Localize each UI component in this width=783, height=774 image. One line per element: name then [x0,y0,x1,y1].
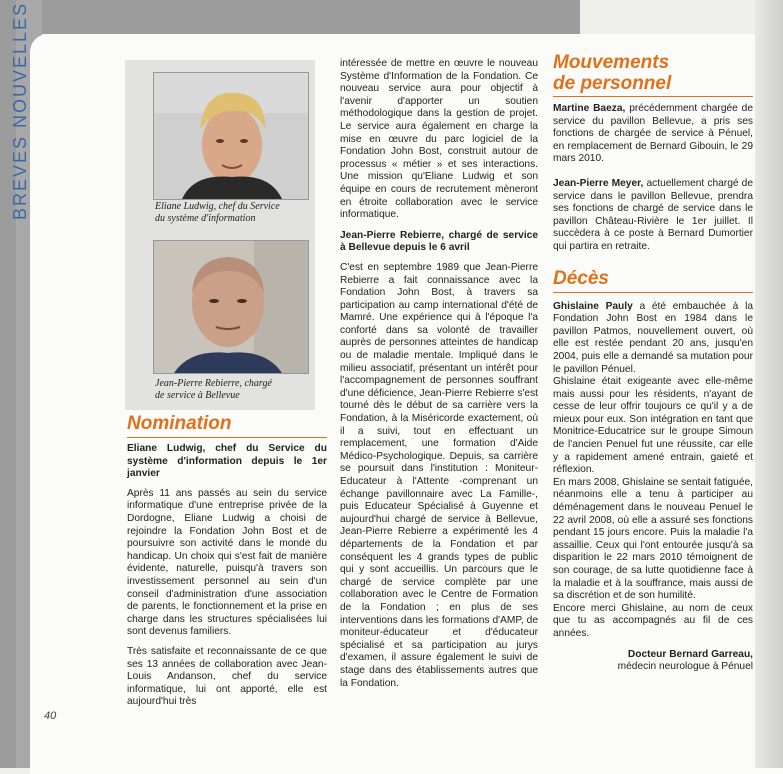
section-title: BREVES NOUVELLES [10,1,30,220]
photo-jean-pierre-rebierre [153,240,309,374]
top-grey-band [0,0,580,34]
nomination-paragraph: Très satisfaite et reconnaissante de ce que ses 13 années de collaboration avec Jean-Louis Andanson, chef du service informatique, lui ont apporté, elle est aujourd'hui très [127,645,327,708]
middle-column [340,58,538,697]
heading-line: Mouvements [553,52,670,73]
page-number: 40 [44,710,57,722]
caption-line: de service à Bellevue [155,390,240,401]
mouvements-heading [553,52,753,94]
deces-paragraph: Ghislaine était exigeante avec elle-même mais aussi pour les résidents, n'ayant de cesse de leur offrir toujours ce qu'il y a de mieux pour eux. Son intégration en tant que Monitrice-Educatrice sur le groupe Simoun de l'ancien Penuel fut une réussite, car elle y a rapidement amené entrain, gaieté et réflexion. [553,376,753,476]
nomination-paragraph: Après 11 ans passés au sein du service informatique d'une entreprise privée de la Dordogne, Eliane Ludwig a choisi de rejoindre la Fondation John Bost et de poursuivre son activité dans le monde du handicap. Un choix qui s'est fait de manière évidente, naturelle, puisqu'à travers son investissement personnel au sein d'un conseil d'administration d'une association de parents, le fonctionnement et la prise en charge dans les structures spécialisées lui sont devenus familiers. [127,487,327,638]
mouvement-paragraph [553,178,753,254]
mouvement-paragraph [553,103,753,166]
caption-line: du système d'information [155,213,256,224]
nomination-heading: Nomination [127,413,232,434]
paragraph-text: précédemment chargée de service du pavillon Bellevue, a pris ses fonctions de chargée de service à Pénuel, en remplacement de Bernard Gibouin, le 29 mars 2010. [553,103,753,165]
article-paragraph: intéressée de mettre en œuvre le nouveau Système d'Information de la Fondation. Ce nouveau service aura pour objectif à l'avenir d'apporter un soutien méthodologique dans la gestion de projet. Le service aura également en charge la mise en œuvre du parc logiciel de la Fondation John Bost, construit autour de processus « métier » et ses interactions. Une mission qu'Eliane Ludwig et son équipe en cours de recrutement mèneront en étroite collaboration avec le service informatique. [340,58,538,221]
person-name: Martine Baeza, [553,103,626,114]
person-name: Ghislaine Pauly [553,300,633,312]
heading-rule [553,96,753,97]
page-fold-shadow [755,0,783,768]
caption-line: Jean-Pierre Rebierre, chargé [155,378,272,389]
heading-rule [127,437,327,438]
paragraph-text: actuellement chargé de service dans le pavillon Bellevue, prendra ses fonctions de chargé de service dans le pavillon Château-Rivière le 1er juillet. Il succèdera à ce poste à Bernard Dumortier qui partira en retraite. [553,177,753,252]
signature [553,649,753,674]
article-paragraph: C'est en septembre 1989 que Jean-Pierre Rebierre a fait connaissance avec la Fondation John Bost, à travers sa participation au camp international d'été de Mamré. Une expérience qui à l'époque l'a conforté dans sa volonté de travailler auprès de personnes atteintes de handicap ou de maladie mentale. Impliqué dans le milieu associatif, présentant un intérêt pour l'accompagnement de personnes souffrant d'une déficience, Jean-Pierre Rebierre s'est tourné dès le début de sa carrière vers la Fondation, à la Miséricorde exactement, où il a suivi, tout en effectuant un remplacement, une formation d'Aide Médico-Psychologique. Depuis, sa carrière se poursuit dans l'institution : Moniteur-Educateur à l'Attente -comprenant un échange pavillonnaire avec La Famille-, puis Educateur Spécialisé à Guyenne et aujourd'hui chargé de service à Bellevue, Jean-Pierre Rebierre a expérimenté les 4 départements de la Fondation et par conséquent les 4 grands types de public qui y sont accueillis. Un parcours que le chargé de service complète par une collaboration avec le Centre de Formation de la Fondation ; en plus de ses interventions dans les formations d'AMP, de moniteur-éducateur et d'éducateur spécialisé et sa participation au jurys d'examen, il assure également le suivi de stage dans des établissements autres que la Fondation. [340,261,538,689]
caption-line: Eliane Ludwig, chef du Service [155,201,280,212]
deces-paragraph [553,301,753,377]
nomination-subhead: Eliane Ludwig, chef du Service du système d'information depuis le 1er janvier [127,443,327,480]
deces-paragraph: Encore merci Ghislaine, au nom de ceux que tu as accompagnés au fil de ces années. [553,602,753,639]
deces-heading: Décès [553,267,609,289]
signature-name: Docteur Bernard Garreau, [627,648,753,660]
photo-caption-2 [155,378,272,402]
rebierre-subhead: Jean-Pierre Rebierre, chargé de service à Bellevue depuis le 6 avril [340,229,538,254]
photo-caption-1 [155,201,280,225]
right-column [553,52,753,674]
deces-paragraph: En mars 2008, Ghislaine se sentait fatiguée, néanmoins elle a tenu à participer au déménagement dans le nouveau Penuel le 22 avril 2008, où elle a assuré ses fonctions pendant 15 jours encore. Puis la maladie l'a assaillie. Ceux qui l'ont entourée jusqu'à sa disparition le 22 mars 2010 témoignent de son courage, de sa lutte quotidienne face à la maladie et à la souffrance, mais aussi de sa discrétion et de son humilité. [553,476,753,602]
heading-rule [553,292,753,293]
heading-line: de personnel [553,73,672,94]
nomination-section [127,413,327,716]
paragraph-text: a été embauchée à la Fondation John Bost en 1984 dans le pavillon Patmos, nouvellement ouvert, où elle est restée pendant 20 ans, jusqu'en 2004, puis elle a demandé sa mutation pour le pavillon Pénuel. [553,300,753,375]
photo-eliane-ludwig [153,72,309,200]
signature-title: médecin neurologue à Pénuel [617,661,753,673]
person-name: Jean-Pierre Meyer, [553,177,644,189]
